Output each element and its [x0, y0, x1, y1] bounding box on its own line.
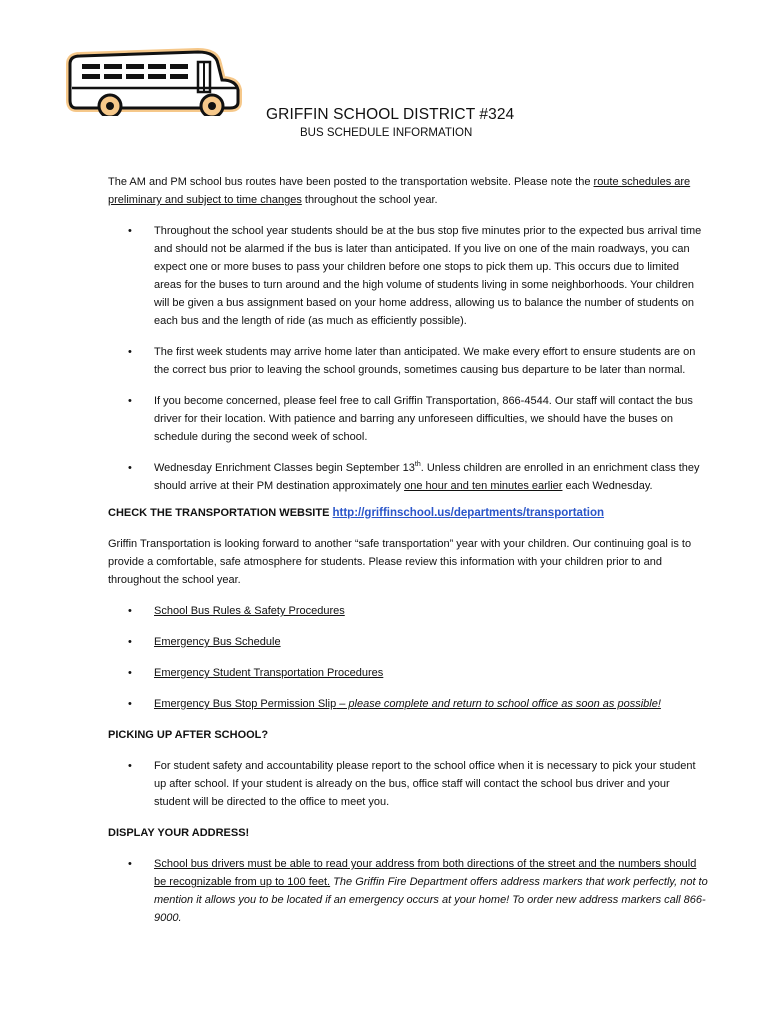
- bullet-icon: •: [128, 605, 132, 617]
- list-item: • The first week students may arrive home later than anticipated. We make every effort to ensure students are on the correct bus prior to leaving the school grounds, sometimes causing bus departure to be later than normal.: [108, 343, 708, 379]
- bullet-icon: •: [128, 346, 132, 358]
- list-item: • For student safety and accountability please report to the school office when it is necessary to pick your student up after school. If your student is already on the bus, office staff will contact the school bus driver and your student will be directed to the office to meet you.: [108, 757, 708, 811]
- bullet-icon: •: [128, 636, 132, 648]
- bullet-icon: •: [128, 395, 132, 407]
- pickup-list: [108, 757, 708, 811]
- bullet-icon: •: [128, 760, 132, 772]
- document-body: [108, 173, 708, 940]
- list-item: [108, 633, 708, 651]
- pickup-heading: PICKING UP AFTER SCHOOL?: [108, 729, 269, 741]
- transportation-website-link[interactable]: http://griffinschool.us/departments/transportation: [332, 507, 605, 519]
- list-item: • School bus drivers must be able to read your address from both directions of the street and the numbers should be recognizable from up to 100 feet. The Griffin Fire Department offers address markers that work perfectly, not to mention it allows you to be located if an emergency occurs at your home! To order new address markers call 866-9000.: [108, 855, 708, 927]
- intro-paragraph: The AM and PM school bus routes have been posted to the transportation website. Please note the route schedules are preliminary and subject to time changes throughout the school year.: [108, 176, 691, 206]
- list-item: [108, 695, 708, 713]
- document-subtitle: BUS SCHEDULE INFORMATION: [300, 127, 473, 139]
- list-item: [108, 602, 708, 620]
- list-item: • If you become concerned, please feel free to call Griffin Transportation, 866-4544. Our staff will contact the bus driver for their location. With patience and barring any unforeseen difficulties, we should have the buses on schedule during the second week of school.: [108, 392, 708, 446]
- route-schedules-note: route schedules are preliminary and subject to time changes: [108, 176, 691, 206]
- list-item-enrichment: • Wednesday Enrichment Classes begin September 13th. Unless children are enrolled in an enrichment class they should arrive at their PM destination approximately one hour and ten minutes earlier each Wednesday.: [128, 461, 700, 492]
- emergency-schedule-link[interactable]: Emergency Bus Schedule: [154, 636, 281, 648]
- address-heading: DISPLAY YOUR ADDRESS!: [108, 827, 250, 839]
- permission-slip-link[interactable]: Emergency Bus Stop Permission Slip – please complete and return to school office as soon as possible!: [154, 698, 661, 710]
- address-list: [108, 855, 708, 927]
- transportation-paragraph: Griffin Transportation is looking forward to another “safe transportation” year with your children. Our continuing goal is to provide a comfortable, safe atmosphere for students. Please review this information with your children prior to and throughout the school year.: [108, 538, 692, 586]
- list-item: • Throughout the school year students should be at the bus stop five minutes prior to the expected bus arrival time and should not be alarmed if the bus is later than anticipated. If you live on one of the main roadways, you can expect one or more buses to pass your children before one stops to pick them up. This occurs due to limited areas for the buses to turn around and the high volume of students living in some neighborhoods. Your children will be given a bus assignment based on your home address, allowing us to balance the number of students on each bus and the length of ride (as much as efficiently possible).: [108, 222, 708, 330]
- check-website-heading: CHECK THE TRANSPORTATION WEBSITE http://griffinschool.us/departments/transportation: [108, 507, 605, 519]
- school-bus-icon: [66, 46, 244, 116]
- bullet-icon: •: [128, 698, 132, 710]
- resource-links-list: [108, 602, 708, 713]
- bullet-icon: •: [128, 225, 132, 237]
- bullet-icon: •: [128, 462, 132, 474]
- document-title: GRIFFIN SCHOOL DISTRICT #324: [266, 106, 515, 123]
- bullet-icon: •: [128, 858, 132, 870]
- bullet-icon: •: [128, 667, 132, 679]
- emergency-procedures-link[interactable]: Emergency Student Transportation Procedures: [154, 667, 384, 679]
- bus-info-list: [108, 222, 708, 495]
- bus-rules-link[interactable]: School Bus Rules & Safety Procedures: [154, 605, 345, 617]
- list-item: [108, 664, 708, 682]
